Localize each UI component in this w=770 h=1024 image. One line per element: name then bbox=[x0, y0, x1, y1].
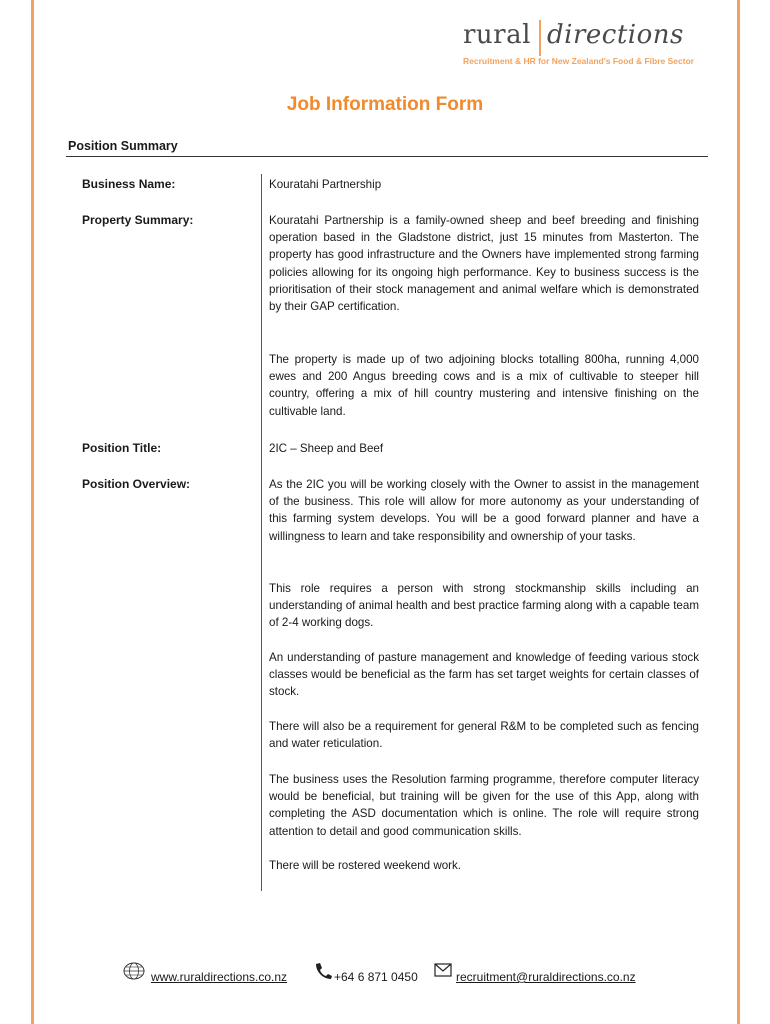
mail-icon bbox=[434, 963, 452, 977]
phone-icon bbox=[313, 962, 333, 980]
section-heading: Position Summary bbox=[68, 139, 178, 153]
position-overview-paragraph-6: There will be rostered weekend work. bbox=[269, 859, 462, 872]
logo-divider bbox=[539, 20, 541, 56]
position-overview-paragraph-5: The business uses the Resolution farming programme, therefore computer literacy would be beneficial, but training will be given for the use of this App, along with completing the ASD documentation which is online. The role will require strong attention to detail and good communication skills. bbox=[269, 773, 699, 838]
position-overview-label: Position Overview: bbox=[82, 477, 191, 491]
logo-word-rural: rural bbox=[463, 20, 531, 50]
section-rule bbox=[66, 156, 708, 157]
form-title: Job Information Form bbox=[286, 94, 484, 115]
column-divider bbox=[261, 174, 262, 891]
globe-icon bbox=[123, 962, 145, 980]
property-summary-paragraph-1: Kouratahi Partnership is a family-owned sheep and beef breeding and finishing operation based in the Gladstone district, just 15 minutes from Masterton. The property has good infrastructure and the Owners have implemented strong farming policies allowing for its ongoing high performance. Key to business success is the prioritisation of their stock management and animal welfare which is demonstrated by their GAP certification. bbox=[269, 214, 699, 314]
logo-word-directions: directions bbox=[547, 20, 684, 50]
position-overview-paragraph-2: This role requires a person with strong stockmanship skills including an understanding of animal health and best practice farming along with a capable team of 2-4 working dogs. bbox=[269, 582, 699, 630]
position-title-value: 2IC – Sheep and Beef bbox=[269, 442, 384, 455]
website-link[interactable]: www.ruraldirections.co.nz bbox=[151, 970, 288, 984]
position-title-label: Position Title: bbox=[82, 441, 162, 455]
page-border-left bbox=[31, 0, 34, 1024]
position-overview-paragraph-4: There will also be a requirement for general R&M to be completed such as fencing and water reticulation. bbox=[269, 720, 699, 751]
logo-tagline: Recruitment & HR for New Zealand's Food & Fibre Sector bbox=[463, 56, 695, 66]
position-overview-paragraph-1: As the 2IC you will be working closely with the Owner to assist in the management of the business. This role will allow for more autonomy as your understanding of this farming system develops. You will be a good forward planner and have a willingness to learn and take responsibility and ownership of your tasks. bbox=[269, 478, 699, 543]
property-summary-label: Property Summary: bbox=[82, 213, 194, 227]
phone-number: +64 6 871 0450 bbox=[334, 970, 418, 984]
business-name-label: Business Name: bbox=[82, 177, 176, 191]
page-border-right bbox=[737, 0, 740, 1024]
email-link[interactable]: recruitment@ruraldirections.co.nz bbox=[456, 970, 636, 984]
business-name-value: Kouratahi Partnership bbox=[269, 178, 382, 191]
page-footer bbox=[0, 962, 770, 992]
property-summary-paragraph-2: The property is made up of two adjoining blocks totalling 800ha, running 4,000 ewes and 200 Angus breeding cows and is a mix of cultivable to steeper hill country, offering a mix of hill country mustering and intensive finishing on the cultivable land. bbox=[269, 353, 699, 418]
position-overview-paragraph-3: An understanding of pasture management and knowledge of feeding various stock classes would be beneficial as the farm has set target weights for certain classes of stock. bbox=[269, 651, 699, 699]
company-logo bbox=[463, 18, 703, 70]
